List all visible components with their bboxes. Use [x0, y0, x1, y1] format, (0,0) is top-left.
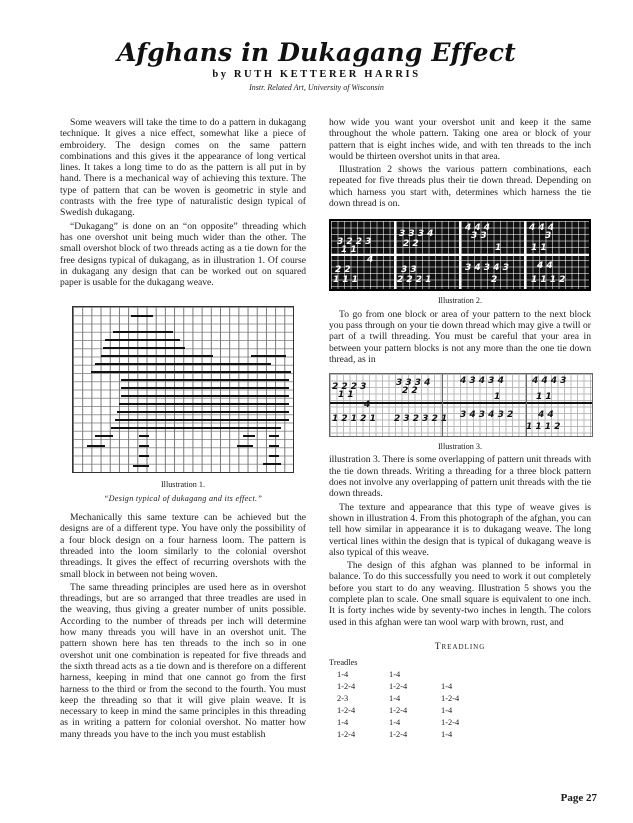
table-cell: 1-4	[389, 717, 401, 727]
table-row	[337, 681, 493, 693]
illustration-1-graph-paper-design	[72, 306, 294, 473]
left-column	[60, 117, 306, 742]
table-cell: 1-4	[441, 729, 453, 739]
table-cell: 1-2-4	[337, 705, 356, 715]
illustration-2-threading-draft: 3 2 2 3 1 1 3 3 3 4 2 2 4 4 4 3 3 1 4 4 4 3 1 1 4 2 2 1 1 1 3 3 2 2 2 1 3 4 3 4 3 2 4 4 1 1 1 2	[329, 219, 591, 291]
paragraph: The texture and appearance that this type of weave gives is shown in illustration 4. From this photograph of the afghan, you can tell how similar in appearance it is to dukagang weave. The long vertical lines within the design that is typical of dukagang weave is also typical of this weave.	[329, 501, 591, 558]
paragraph: “Dukagang” is done on an “on opposite” threading which has one overshot unit being much wider than the other. The small overshot block of two threads acting as a tie down for the free designs typical of dukagang, as in illustration 1. Of course in dukagang any design that can be worked out on squared paper is usable for the dukagang weave.	[60, 220, 306, 289]
table-row	[337, 717, 493, 729]
author-byline: by RUTH KETTERER HARRIS	[212, 69, 421, 80]
table-cell: 1-2-4	[441, 717, 460, 727]
article-title: Afghans in Dukagang Effect	[117, 38, 516, 67]
table-cell: 1-2-4	[389, 705, 408, 715]
paragraph: Illustration 2 shows the various pattern combinations, each repeated for five threads plus their tie down thread. Depending on which harness you start with, determines which harness the tie down thread is on.	[329, 164, 591, 210]
paragraph: To go from one block or area of your pattern to the next block you pass through on your tie down thread which may give a twill or part of a twill threading. You must be careful that your area in between your pattern blocks is not any more than the one tie down thread, as in	[329, 308, 591, 365]
paragraph: The design of this afghan was planned to be informal in balance. To do this successfully you need to work it out completely before you start to do any weaving. Illustration 5 shows you the complete plan to scale. One small square is equivalent to one inch. It is forty inches wide by seventy-two inches in length. The colors used in this afghan were tan wool warp with brown, rust, and	[329, 560, 591, 628]
paragraph: illustration 3. There is some overlapping of pattern unit threads with the tie down threads. Writing a threading for a three block pattern does not involve any overlapping of pattern unit threads with the tie down threads.	[329, 454, 591, 500]
author-affiliation: Instr. Related Art, University of Wisconsin	[249, 83, 384, 92]
illustration-3-threading-draft: 2 2 2 3 1 1 3 3 3 4 2 2 4 3 4 3 4 1 4 4 4 3 1 1 4 1 2 1 2 1 2 3 2 3 2 1 3 4 3 4 3 2 4 4 1 1 1 2	[329, 373, 593, 437]
table-cell: 1-4	[337, 669, 349, 679]
table-cell: 1-4	[389, 669, 401, 679]
treadling-heading: Treadling	[434, 641, 486, 652]
right-column	[329, 117, 591, 741]
table-row	[337, 669, 493, 681]
page-number: Page 27	[560, 792, 597, 804]
treadles-label: Treadles	[329, 658, 358, 668]
table-cell: 2-3	[337, 693, 349, 703]
table-cell: 1-2-4	[441, 693, 460, 703]
paragraph: Mechanically this same texture can be achieved but the designs are of a different type. You have only the possibility of a four block design on a four harness loom. The pattern is threaded into the loom similarly to the colonial overshot threadings. It gives the effect of recurring overshots with the small block in between not being woven.	[60, 512, 306, 580]
table-cell	[441, 669, 493, 681]
table-cell: 1-4	[441, 705, 453, 715]
table-cell: 1-4	[441, 681, 453, 691]
table-cell: 1-4	[389, 693, 401, 703]
table-cell: 1-4	[337, 717, 349, 727]
table-cell: 1-2-4	[337, 729, 356, 739]
illustration-2-caption: Illustration 2.	[437, 296, 483, 306]
table-row	[337, 705, 493, 717]
table-cell: 1-2-4	[337, 681, 356, 691]
paragraph: The same threading principles are used here as in overshot threadings, but are so arranged that three treadles are used in the weaving, thus giving a greater number of units possible. According to the number of threads per inch will determine how many threads you will have in an overshot unit. The pattern shown here has ten threads to the inch so in one overshot unit one combination is repeated for five threads and the sixth thread acts as a tie down and is therefore on a different harness, keeping in mind that one cannot go from the first harness to the third or from the second to the fourth. You must keep the threading so that it will give plain weave. It is necessary to keep in mind the same principles in this threading as in writing a pattern for colonial overshot. No matter how many threads you have to the inch you must establish	[60, 581, 306, 740]
illustration-3-caption: Illustration 3.	[437, 442, 483, 452]
table-row	[337, 729, 493, 741]
treadling-table	[337, 669, 493, 741]
table-cell: 1-2-4	[389, 681, 408, 691]
table-cell: 1-2-4	[389, 729, 408, 739]
illustration-1-caption: Illustration 1.	[160, 480, 206, 490]
paragraph: Some weavers will take the time to do a pattern in dukagang technique. It gives a nice effect, somewhat like a piece of embroidery. The design comes on the same pattern combinations and this gives it the appearance of long vertical lines. It takes a long time to do as the pattern is all put in by hand. There is a mechanical way of achieving this texture. The type of pattern that can be woven is geometric in style and contrasts with the free type of naturalistic design typical of Swedish dukagang.	[60, 117, 306, 219]
illustration-1-subcaption: “Design typical of dukagang and its effect.”	[103, 493, 263, 503]
paragraph: how wide you want your overshot unit and keep it the same throughout the whole pattern. Taking one area or block of your pattern that is eight inches wide, and with ten threads to the inch would be thirteen overshot units in that area.	[329, 117, 591, 162]
table-row	[337, 693, 493, 705]
